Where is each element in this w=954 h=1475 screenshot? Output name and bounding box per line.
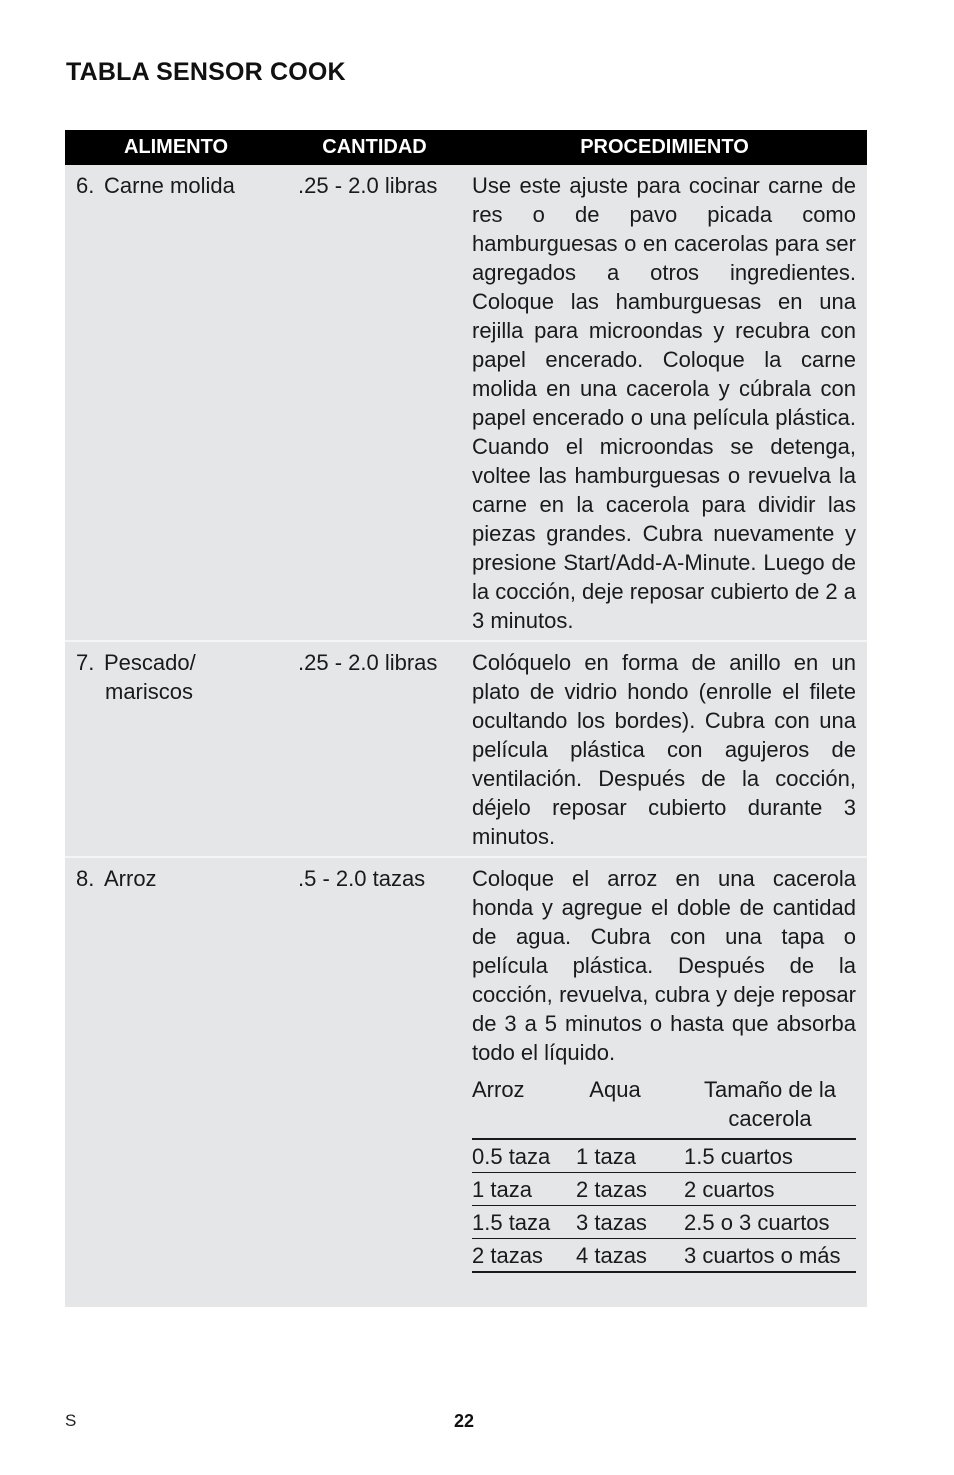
table-row	[65, 165, 867, 640]
item-number: 8.	[76, 866, 95, 891]
rice-header-tamano: Tamaño de la cacerola	[703, 1077, 837, 1131]
rice-table-row	[472, 1140, 856, 1173]
rice-table-row	[472, 1239, 856, 1273]
food-name: Pescado/	[104, 650, 196, 675]
rice-table-row	[472, 1173, 856, 1206]
amount-cell: .25 - 2.0 libras	[298, 173, 438, 198]
food-cell	[65, 642, 287, 856]
procedure-text: Use este ajuste para cocinar carne de res o de pavo picada como hamburguesas o en cacerolas para ser agregados a otros ingredientes. Coloque las hamburguesas en una rejilla para microondas y recubra con papel encerado. Coloque la carne molida en una cacerola y cúbrala con papel encerado o una película plástica. Cuando el microondas se detenga, voltee las hamburguesas o revuelva la carne en la cacerola para dividir las piezas grandes. Cubra nuevamente y presione Start/Add-A-Minute. Luego de la cocción, deje reposar cubierto de 2 a 3 minutos.	[472, 173, 857, 633]
rice-amount: 2 tazas	[472, 1242, 543, 1268]
header-cantidad: CANTIDAD	[322, 136, 427, 158]
pot-size: 2.5 o 3 cuartos	[684, 1209, 830, 1235]
rice-header-aqua: Aqua	[589, 1077, 641, 1102]
page-number: 22	[454, 1411, 475, 1431]
water-amount: 2 tazas	[576, 1176, 647, 1202]
water-amount: 4 tazas	[576, 1242, 647, 1268]
food-name-continued: mariscos	[105, 679, 194, 704]
procedure-text: Colóquelo en forma de anillo en un plato de vidrio hondo (enrolle el filete ocultando los bordes). Cubra con una película plástica con agujeros de ventilación. Después de la cocción, déjelo reposar cubierto durante 3 minutos.	[472, 650, 856, 849]
rice-table-row	[472, 1206, 856, 1239]
procedure-cell	[472, 165, 856, 640]
rice-amount: 1 taza	[472, 1176, 532, 1202]
rice-table	[472, 1075, 856, 1273]
footer-code: S	[65, 1411, 77, 1430]
rice-header-arroz: Arroz	[472, 1077, 525, 1102]
food-name: Carne molida	[104, 173, 235, 198]
rice-table-header	[472, 1075, 856, 1140]
rice-amount: 0.5 taza	[472, 1143, 551, 1169]
food-cell	[65, 165, 287, 640]
page-title: TABLA SENSOR COOK	[66, 58, 346, 86]
item-number: 7.	[76, 650, 95, 675]
rice-amount: 1.5 taza	[472, 1209, 551, 1235]
pot-size: 1.5 cuartos	[684, 1143, 793, 1169]
water-amount: 3 tazas	[576, 1209, 647, 1235]
amount-cell: .25 - 2.0 libras	[298, 650, 438, 675]
water-amount: 1 taza	[576, 1143, 636, 1169]
amount-cell: .5 - 2.0 tazas	[298, 866, 426, 891]
header-alimento: ALIMENTO	[123, 136, 229, 158]
procedure-cell	[472, 858, 856, 1307]
table-row	[65, 640, 867, 856]
procedure-cell	[472, 642, 856, 856]
food-name: Arroz	[104, 866, 157, 891]
food-cell	[65, 858, 287, 1307]
pot-size: 2 cuartos	[684, 1176, 775, 1202]
item-number: 6.	[76, 173, 95, 198]
sensor-cook-table	[65, 130, 867, 1307]
procedure-text: Coloque el arroz en una cacerola honda y agregue el doble de cantidad de agua. Cubra con una tapa o película plástica. Después de la cocción, revuelva, cubra y deje reposar de 3 a 5 minutos o hasta que absorba todo el líquido.	[472, 866, 856, 1065]
table-header	[65, 130, 867, 165]
table-row	[65, 856, 867, 1307]
header-procedimiento: PROCEDIMIENTO	[580, 136, 749, 158]
pot-size: 3 cuartos o más	[684, 1242, 841, 1268]
